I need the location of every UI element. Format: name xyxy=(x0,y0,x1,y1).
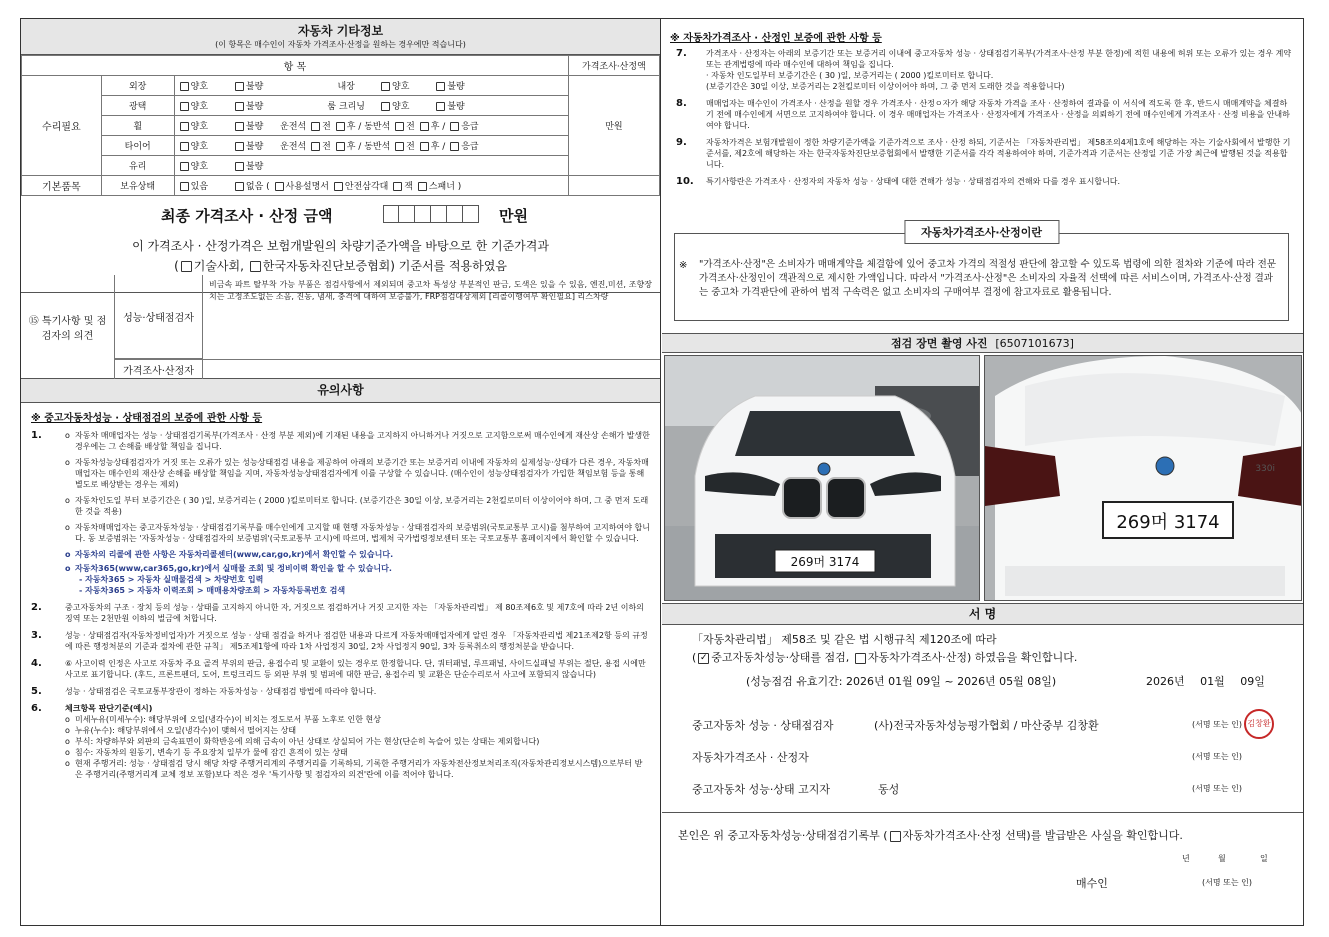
price-notice-item xyxy=(670,48,1293,92)
left-column xyxy=(21,19,661,925)
empty-cell xyxy=(568,176,659,196)
digit-box[interactable] xyxy=(431,205,447,223)
notice-num: 2. xyxy=(31,602,42,613)
repair-label: 수리필요 xyxy=(22,76,102,176)
price-unit: 만원 xyxy=(568,76,659,176)
sign-title: 서 명 xyxy=(662,603,1303,625)
notice-para: 체크항목 판단기준(예시) xyxy=(65,704,153,713)
option-label: 양호 xyxy=(392,102,410,112)
notice-num: 1. xyxy=(31,430,42,441)
notice-num: 6. xyxy=(31,703,42,714)
final-price-unit: 만원 xyxy=(499,207,528,225)
price-opinion-label: 가격조사·산정자 xyxy=(115,359,203,379)
notice-para: · 자동차 인도일부터 보증기간은 ( 30 )일, 보증거리는 ( 2000 )킬로미터로 합니다. xyxy=(706,71,994,80)
driver-label: 운전석 xyxy=(280,142,307,152)
option-label: 전 xyxy=(406,142,415,152)
etc-info-title: 자동차 기타정보 xyxy=(297,24,384,38)
notice-para: 자동차인도일 부터 보증기간은 ( 30 )일, 보증거리는 ( 2000 )킬로미터로 합니다. (보증기간은 30일 이상, 보증거리는 2천킬로미터 이상이어야 하며, 그 중 먼저 도래한 것을 적용) xyxy=(75,496,649,516)
checkbox[interactable] xyxy=(180,182,189,191)
option-label: 불량 xyxy=(245,82,264,92)
passenger-label: 동반석 xyxy=(364,122,391,132)
checkbox[interactable] xyxy=(235,162,244,171)
notice-para: 매매업자는 매수인이 가격조사 · 산정을 원할 경우 가격조사 · 산정ㅇ자가 해당 자동차 가격을 조사 · 산정하여 결과를 이 서식에 적도록 한 후, 반드시 매매계약을 체결하기 전에 매수인에게 서면으로 고지하여야 합니다. 이 경우 매매업자는 가격조사 · 산정자에게 가격조사 · 산정을 의뢰하기 전에 매수인에게 가격조사 · 산정 비용을 안내하여야 합니다. xyxy=(706,99,1290,130)
option-label: 불량 xyxy=(245,142,264,152)
notice-item-5 xyxy=(31,686,650,697)
recall-link[interactable]: 자동차의 리콜에 관한 사항은 자동차리콜센터(www,car,go,kr)에서 확인할 수 있습니다. xyxy=(75,550,394,559)
buyer-label: 매수인 xyxy=(1076,877,1108,890)
basic-name: 보유상태 xyxy=(101,176,174,196)
checkbox[interactable] xyxy=(180,102,189,111)
date-day: 09일 xyxy=(1240,675,1265,688)
price-notice-item xyxy=(670,98,1293,131)
row-name: 외장 xyxy=(101,76,174,96)
checkbox[interactable] xyxy=(235,82,244,91)
notice-para: 중고자동차의 구조 · 장치 등의 성능 · 상태를 고지하지 아니한 자, 거짓으로 점검하거나 거짓 고지한 자는 「자동차관리법」 제 80조제6호 및 제7호에 따라 2년 이하의 징역 또는 2천만원 이하의 벌금에 처합니다. xyxy=(65,603,644,623)
option-label: 안전삼각대 xyxy=(344,182,389,192)
checkbox[interactable] xyxy=(180,162,189,171)
digit-box[interactable] xyxy=(383,205,399,223)
option-label: 불량 xyxy=(447,82,465,92)
rear-plate: 269머 3174 xyxy=(1116,512,1220,533)
notice-para: 침수: 자동차의 원동기, 변속기 등 주요장치 일부가 물에 잠긴 흔적이 있는 상태 xyxy=(75,748,348,757)
digit-box[interactable] xyxy=(447,205,463,223)
option-label: 후 xyxy=(346,122,356,132)
notice-para: 자동차매매업자는 중고자동차성능 · 상태점검기록부를 매수인에게 고지할 때 현행 자동차성능 · 상태점검자의 보증범위(국토교통부 고시)를 첨부하여 고지하여야 합니다. 동 보증범위는 '자동차성능 · 상태점검자의 보증범위'(국토교통부 고시)에 따르며, 법제처 국가법령정보센터 또는 국토교통부 홈페이지에서 확인할 수 있습니다. xyxy=(75,523,650,543)
special-label: ⑮ 특기사항 및 점검자의 의견 xyxy=(21,275,115,379)
checkbox[interactable] xyxy=(235,102,244,111)
row-name-2: 룸 크리닝 xyxy=(327,102,365,112)
row-options xyxy=(174,96,568,116)
basic-options: 있음 없음 ( 사용설명서 안전삼각대 잭 스패너 ) xyxy=(174,176,568,196)
checkbox[interactable] xyxy=(393,182,402,191)
final-price-boxes xyxy=(383,205,479,223)
notice-num: 8. xyxy=(676,98,687,109)
notice-heading: ※ 중고자동차성능 · 상태점검의 보증에 관한 사항 등 xyxy=(31,413,263,424)
option-label: 없음 xyxy=(245,182,264,192)
notice-para: 성능 · 상태점검은 국토교통부장관이 정하는 자동차성능 · 상태점검 방법에 따라야 합니다. xyxy=(65,687,377,696)
notice-para: 성능 · 상태점검자(자동차정비업자)가 거짓으로 성능 · 상태 점검을 하거나 점검한 내용과 다르게 자동차매매업자에게 알린 경우 「자동차관리법 제21조제2항 등의 규정에 따른 행정처분의 기준과 절차에 관한 규칙」 제5조제1항에 따라 1차 사업정지 30일, 2차 사업정지 90일, 3차 등록취소의 행정처분을 받습니다. xyxy=(65,631,648,651)
option-label: 응급 xyxy=(461,142,479,152)
price-definition-box: 자동차가격조사·산정이란 ※ "가격조사·산정"은 소비자가 매매계약을 체결함에 있어 중고차 가격의 적절성 판단에 참고할 수 있도록 법령에 의한 절차와 기준에 따라 전문 가격조사·산정인이 객관적으로 제시한 가액입니다. 따라서 "가격조사·산정"은 소비자의 자율적 선택에 따른 서비스이며, 가격조사·산정 결과는 중고차 가격판단에 관하여 법적 구속력은 없고 소비자의 구매여부 결정에 참고자료로 활용됩니다. xyxy=(674,233,1289,321)
price-notice-item xyxy=(670,137,1293,170)
option-label: 전 xyxy=(322,142,331,152)
checkbox[interactable] xyxy=(235,122,244,131)
row-name: 휠 xyxy=(101,116,174,136)
notice-num: 9. xyxy=(676,137,687,148)
option-label: 후 xyxy=(346,142,356,152)
etc-info-table xyxy=(21,55,660,196)
checkbox[interactable] xyxy=(420,142,429,151)
sign-check-line: (✓ 중고자동차성능·상태를 점검, 자동차가격조사·산정) 하였음을 확인합니다. xyxy=(692,649,1077,665)
checkbox[interactable] xyxy=(311,122,320,131)
special-section xyxy=(21,275,660,379)
notice-para: 자동차가격은 보험개발원이 정한 차량기준가액을 기준가격으로 조사 · 산정 하되, 기준서는 「자동차관리법」 제58조의4제1호에 해당하는 자는 기술사회에서 발행한 기준서를, 제2호에 해당하는 자는 한국자동차진단보증협회에서 발행한 기준서를 각각 적용하여야 하며, 기준가격과 기준서는 산정일 기준 가장 최근에 발행된 것을 적용합니다. xyxy=(706,138,1291,169)
check-b: 자동차가격조사·산정) 하였음을 확인합니다. xyxy=(867,651,1078,664)
option-label: 불량 xyxy=(447,102,465,112)
notice-para: 미세누유(미세누수): 해당부위에 오일(냉각수)이 비치는 정도로서 부품 노후로 인한 현상 xyxy=(75,715,382,724)
notice-num: 7. xyxy=(676,48,687,59)
row-options: 양호 불량 운전석 전 후 / 동반석 전 후 / 응급 xyxy=(174,136,568,156)
notifier-label: 중고자동차 성능·상태 고지자 xyxy=(692,783,831,796)
option-label: 후 xyxy=(430,142,440,152)
checkbox[interactable] xyxy=(250,261,261,272)
inspector-opinion-label: 성능·상태점검자 xyxy=(115,275,203,359)
checkbox[interactable] xyxy=(235,142,244,151)
option-label: 양호 xyxy=(190,122,209,132)
price-notice-heading: ※ 자동차가격조사 · 산정인 보증에 관한 사항 등 xyxy=(670,33,882,44)
notice-num: 5. xyxy=(31,686,42,697)
basic-label: 기본품목 xyxy=(22,176,102,196)
option-label: 양호 xyxy=(190,102,209,112)
row-name: 타이어 xyxy=(101,136,174,156)
row-options xyxy=(174,156,568,176)
confirm-year: 년 xyxy=(1182,854,1190,863)
rear-car-illustration xyxy=(985,356,1302,601)
passenger-label: 동반석 xyxy=(364,142,391,152)
notice-path: - 자동차365 > 자동차 실매물검색 > 차량번호 입력 xyxy=(79,575,264,584)
checkbox[interactable] xyxy=(181,261,192,272)
row-name: 유리 xyxy=(101,156,174,176)
checkbox[interactable] xyxy=(275,182,284,191)
notice-para: 가격조사 · 산정자는 아래의 보증기간 또는 보증거리 이내에 중고자동차 성능 · 상태점검기록부(가격조사·산정 부분 한정)에 적힌 내용에 허위 또는 오류가 있는 경우 계약 또는 관계법령에 따라 매수인에 대하여 책임을 집니다. xyxy=(706,49,1292,69)
photo-title: 점검 장면 촬영 사진 xyxy=(891,337,988,350)
model-badge: 330i xyxy=(1255,464,1275,474)
front-plate: 269머 3174 xyxy=(790,555,860,569)
checkbox[interactable] xyxy=(855,653,866,664)
option-label: 전 xyxy=(322,122,331,132)
checkbox[interactable] xyxy=(180,122,189,131)
checkbox[interactable] xyxy=(334,182,343,191)
checkbox[interactable] xyxy=(180,82,189,91)
sign-hint: (서명 또는 인) xyxy=(1202,878,1252,887)
notice-item-6: 6. 체크항목 판단기준(예시) o 미세누유(미세누수): 해당부위에 오일(냉각수)이 비치는 정도로서 부품 노후로 인한 현상 o 누유(누수): 해당부위에서 오일(냉각수)이 맺혀서 떨어지는 상태 o 부식: 차량하부와 외판의 금속표면이 화학반응에 의해 금속이 아닌 상태로 상실되어 가는 현상(단순히 녹슬어 있는 상태는 제외합니다) o 침수: 자동차의 원동기, 변속기 등 주요장치 일부가 물에 잠긴 흔적이 있는 상태 o 현재 주행거리: 성능 · 상태점검 당시 해당 차량 주행거리계의 주행거리를 기록하되, 기록한 주행거리가 자동차전산정보처리조직(자동차관리정보시스템)으로부터 받은 주행거리(주행거리계 교체 정보 포함)보다 적은 경우 '특기사항 및 점검자의 의견'란에 이를 적어야 합니다. xyxy=(31,703,650,780)
notice-item-4 xyxy=(31,658,650,680)
notice-para: 부식: 차량하부와 외판의 금속표면이 화학반응에 의해 금속이 아닌 상태로 상실되어 가는 현상(단순히 녹슬어 있는 상태는 제외합니다) xyxy=(75,737,540,746)
checkbox[interactable] xyxy=(890,831,901,842)
notice-item-1: 1. o 자동차 매매업자는 성능 · 상태점검기록부(가격조사 · 산정 부분 제외)에 기재된 내용을 고지하지 아니하거나 거짓으로 고지함으로써 매수인에게 재산상 손해가 발생한 경우에는 그 손해를 배상할 책임을 집니다. o 자동차성능상태점검자가 거짓 또는 오류가 있는 성능상태점검 내용을 제공하여 아래의 보증기간 또는 보증거리 이내에 자동차의 실제성능·상태가 다른 경우, 자동차매매업자는 매수인의 재산상 손해를 배상할 책임을 지며, 자동차성능상태점검자에게 이를 구상할 수 있습니다. (매수인이 성능상태점검자가 가입한 책임보험 등을 통해 별도로 배상받는 경우는 제외) o 자동차인도일 부터 보증기간은 ( 30 )일, 보증거리는 ( 2000 )킬로미터로 합니다. (보증기간은 30일 이상, 보증거리는 2천킬로미터 이상이어야 하며, 그 중 먼저 도래한 것을 적용) o 자동차매매업자는 중고자동차성능 · 상태점검기록부를 매수인에게 고지할 때 현행 자동차성능 · 상태점검자의 보증범위(국토교통부 고시)를 첨부하여 고지하여야 합니다. 동 보증범위는 '자동차성능 · 상태점검자의 보증범위'(국토교통부 고시)에 따르며, 법제처 국가법령정보센터 또는 국토교통부 홈페이지에서 확인할 수 있습니다. o 자동차의 리콜에 관한 사항은 자동차리콜센터(www,car,go,kr)에서 확인할 수 있습니다. o 자동차365(www,car365,go,kr)에서 실매물 조회 및 정비이력 확인을 할 수 있습니다. - 자동차365 > 자동차 실매물검색 > 차량번호 입력 - 자동차365 > 자동차 이력조회 > 매매용차량조회 > 자동차등록번호 검색 xyxy=(31,430,650,595)
notice-para: ⑥ 사고이력 인정은 사고로 자동차 주요 골격 부위의 판금, 용접수리 및 교환이 있는 경우로 한정합니다. 단, 쿼터패널, 루프패널, 사이드실패널 부위는 절단, 용접 시에만 사고로 표기합니다. (후드, 프론트펜더, 도어, 트렁크리드 등 외판 부위 및 범퍼에 대한 판금, 용접수리 및 교환은 단순수리로서 사고에 포함되지 않습니다) xyxy=(65,659,646,679)
row-name-2: 내장 xyxy=(337,82,355,92)
checkbox[interactable] xyxy=(235,182,244,191)
front-photo xyxy=(664,355,980,601)
notice-item-3 xyxy=(31,630,650,652)
option-label: 있음 xyxy=(190,182,209,192)
confirm-b: 자동차가격조사·산정 선택)를 발급받은 사실을 확인합니다. xyxy=(902,829,1183,842)
notice-path: - 자동차365 > 자동차 이력조회 > 매매용차량조회 > 자동차등록번호 검색 xyxy=(79,586,346,595)
price-assessor-label: 자동차가격조사 · 산정자 xyxy=(692,751,809,764)
notice-item-2 xyxy=(31,602,650,624)
notifier-name: 동성 xyxy=(878,783,900,796)
digit-box[interactable] xyxy=(399,205,415,223)
inspection-record-page xyxy=(20,18,1304,926)
digit-box[interactable] xyxy=(415,205,431,223)
row-name: 광택 xyxy=(101,96,174,116)
rear-photo xyxy=(984,355,1302,601)
checkbox[interactable] xyxy=(436,82,445,91)
checkbox[interactable] xyxy=(180,142,189,151)
notice-num: 3. xyxy=(31,630,42,641)
price-definition-text: "가격조사·산정"은 소비자가 매매계약을 체결함에 있어 중고차 가격의 적절성 판단에 참고할 수 있도록 법령에 의한 절차와 기준에 따라 전문 가격조사·산정인이 객관적으로 제시한 가액입니다. 따라서 "가격조사·산정"은 소비자의 자율적 선택에 따른 서비스이며, 가격조사·산정 결과는 중고차 가격판단에 관하여 법적 구속력은 없고 소비자의 구매여부 결정에 참고자료로 활용됩니다. xyxy=(699,259,1277,298)
digit-box[interactable] xyxy=(463,205,479,223)
row-options: 양호 불량 운전석 전 후 / 동반석 전 후 / 응급 xyxy=(174,116,568,136)
checkbox[interactable] xyxy=(420,122,429,131)
final-line-2: ( 기술사회, 한국자동차진단보증협회) 기준서를 적용하였음 xyxy=(174,259,507,273)
option-label: 스패너 xyxy=(428,182,455,192)
sign-hint: (서명 또는 인) xyxy=(1192,784,1242,793)
front-car-illustration xyxy=(665,356,980,601)
validity-period: (성능점검 유효기간: 2026년 01월 09일 ~ 2026년 05월 08일) xyxy=(746,675,1057,688)
date-month: 01월 xyxy=(1200,675,1225,688)
row-options xyxy=(174,76,568,96)
etc-info-header xyxy=(21,19,660,55)
car365-link[interactable]: 자동차365(www,car365,go,kr)에서 실매물 조회 및 정비이력 확인을 할 수 있습니다. xyxy=(75,564,392,573)
notice-num: 4. xyxy=(31,658,42,669)
checkbox[interactable] xyxy=(436,102,445,111)
option-label: 불량 xyxy=(245,122,264,132)
sign-hint: (서명 또는 인) xyxy=(1192,752,1242,761)
check-a: 중고자동차성능·상태를 점검, xyxy=(711,651,850,664)
confirm-a: 본인은 위 중고자동차성능·상태점검기록부 ( xyxy=(678,829,888,842)
final-line-2-b: 한국자동차진단보증협회) 기준서를 적용하였음 xyxy=(262,259,507,273)
checkbox[interactable] xyxy=(395,122,404,131)
sign-section xyxy=(662,625,1303,813)
price-definition-title: 자동차가격조사·산정이란 xyxy=(904,220,1059,244)
option-label: 양호 xyxy=(190,82,209,92)
checkbox[interactable] xyxy=(418,182,427,191)
checkbox[interactable] xyxy=(395,142,404,151)
option-label: 전 xyxy=(406,122,415,132)
seal-text: 김창환 xyxy=(1247,719,1271,728)
option-label: 응급 xyxy=(461,122,479,132)
option-label: 양호 xyxy=(190,142,209,152)
sign-date xyxy=(1146,673,1265,689)
sign-law-line: 「자동차관리법」 제58조 및 같은 법 시행규칙 제120조에 따라 xyxy=(692,633,997,646)
inspector-opinion-text: 비금속 파트 탈부착 가능 부품은 점검사항에서 제외되며 중고차 특성상 부분적인 판금, 도색은 있을 수 있음, 엔진,미션, 조향장치는 고정조도없는 소음, 진동, 냄새, 충격에 대하여 보증불가, FRP점검대상제외 [리콜이행여부 확인필요] 리스차량 xyxy=(209,280,652,301)
notice-section xyxy=(21,403,660,925)
checkbox[interactable] xyxy=(336,142,345,151)
price-notice-section xyxy=(662,19,1303,333)
option-label: 후 xyxy=(430,122,440,132)
driver-label: 운전석 xyxy=(280,122,307,132)
confirm-month: 월 xyxy=(1218,854,1226,863)
sign-hint: (서명 또는 인) xyxy=(1192,720,1242,729)
checkbox[interactable] xyxy=(336,122,345,131)
notice-para: 자동차성능상태점검자가 거짓 또는 오류가 있는 성능상태점검 내용을 제공하여 아래의 보증기간 또는 보증거리 이내에 자동차의 실제성능·상태가 다른 경우, 자동차매매업자는 매수인의 재산상 손해를 배상할 책임을 지며, 자동차성능상태점검자에게 이를 구상할 수 있습니다. (매수인이 성능상태점검자가 가입한 책임보험 등을 통해 별도로 배상받는 경우는 제외) xyxy=(75,458,649,489)
col-price-header: 가격조사·산정액 xyxy=(568,56,659,76)
checkbox[interactable] xyxy=(311,142,320,151)
inspector-label: 중고자동차 성능 · 상태점검자 xyxy=(692,719,834,732)
etc-info-subtitle: (이 항목은 매수인이 자동차 가격조사·산정을 원하는 경우에만 적습니다) xyxy=(215,40,466,49)
right-column xyxy=(662,19,1303,925)
buyer-confirm-line xyxy=(678,827,1183,843)
date-year: 2026년 xyxy=(1146,675,1185,688)
col-item-header: 항 목 xyxy=(22,56,569,76)
option-label: 양호 xyxy=(392,82,410,92)
checkbox[interactable] xyxy=(450,142,459,151)
notice-para: 현재 주행거리: 성능 · 상태점검 당시 해당 차량 주행거리계의 주행거리를 기록하되, 기록한 주행거리가 자동차전산정보처리조직(자동차관리정보시스템)으로부터 받은 주행거리(주행거리계 교체 정보 포함)보다 적은 경우 '특기사항 및 점검자의 의견'란에 이를 적어야 합니다. xyxy=(75,759,643,779)
notice-para: (보증기간은 30일 이상, 보증거리는 2천킬로미터 이상이어야 하며, 그 중 먼저 도래한 것을 적용합니다) xyxy=(706,82,1065,91)
inspector-name: (사)전국자동차성능평가협회 / 마산중부 김창환 xyxy=(874,719,1099,732)
checkbox[interactable] xyxy=(381,82,390,91)
final-line-2-a: 기술사회, xyxy=(193,259,244,273)
option-label: 불량 xyxy=(245,162,264,172)
option-label: 양호 xyxy=(190,162,209,172)
checkbox-checked[interactable] xyxy=(698,653,709,664)
notice-title: 유의사항 xyxy=(21,379,660,403)
notice-para: 특기사항란은 가격조사 · 산정자의 자동차 성능 · 상태에 대한 견해가 성능 · 상태점검자의 견해와 다를 경우 표시합니다. xyxy=(706,177,1121,186)
notice-para: 자동차 매매업자는 성능 · 상태점검기록부(가격조사 · 산정 부분 제외)에 기재된 내용을 고지하지 아니하거나 거짓으로 고지함으로써 매수인에게 재산상 손해가 발생한 경우에는 그 손해를 배상할 책임을 집니다. xyxy=(75,431,650,451)
buyer-confirm-section xyxy=(662,813,1303,925)
price-notice-item xyxy=(670,176,1293,187)
checkbox[interactable] xyxy=(450,122,459,131)
photo-id: [6507101673] xyxy=(995,337,1074,350)
notice-para: 누유(누수): 해당부위에서 오일(냉각수)이 맺혀서 떨어지는 상태 xyxy=(75,726,297,735)
option-label: 잭 xyxy=(404,182,413,192)
final-line-1: 이 가격조사 · 산정가격은 보험개발원의 차량기준가액을 바탕으로 한 기준가격과 xyxy=(132,239,549,253)
photo-header xyxy=(662,333,1303,353)
option-label: 불량 xyxy=(245,102,264,112)
inspector-seal xyxy=(1244,709,1274,739)
final-price-label: 최종 가격조사 · 산정 금액 xyxy=(161,207,333,225)
confirm-day: 일 xyxy=(1260,854,1268,863)
option-label: 사용설명서 xyxy=(285,182,330,192)
notice-num: 10. xyxy=(676,176,694,187)
checkbox[interactable] xyxy=(381,102,390,111)
